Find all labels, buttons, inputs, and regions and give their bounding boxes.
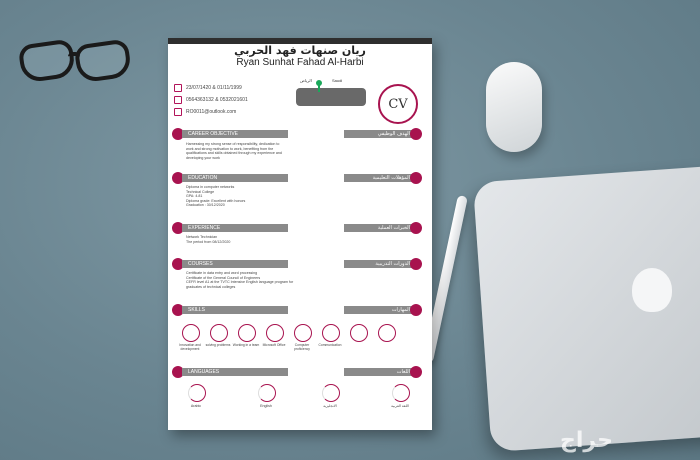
country-arabic: الرياض [300, 78, 312, 83]
languages-icon-ar [410, 366, 422, 378]
email-icon [174, 108, 182, 116]
education-line: Graduation : 30/12/2020 [186, 203, 225, 207]
skill-label: Microsoft Office [262, 343, 286, 347]
watermark: حراج [560, 428, 613, 453]
laptop [473, 166, 700, 452]
experience-heading: EXPERIENCE [182, 224, 288, 232]
problem-solving-icon [210, 324, 228, 342]
education-line: Diploma in computer networks [186, 185, 235, 189]
contact-row: 0564363132 & 0532021601 [174, 94, 284, 106]
language-level-ring [258, 384, 276, 402]
language-label: اللغة العربية [391, 404, 409, 408]
experience-icon-ar [410, 222, 422, 234]
teamwork-icon [238, 324, 256, 342]
skill-icon [378, 324, 396, 342]
experience-line: Network Technician [186, 235, 218, 239]
phone-icon [174, 96, 182, 104]
skill-label: Communication [318, 343, 342, 347]
office-icon [266, 324, 284, 342]
course-line: Certificate of the General Council of Engineers [186, 275, 261, 280]
cv-page [168, 38, 432, 430]
career-objective-text: Harnessing my strong sense of responsibility, dedication to work and strong motivation to work, benefiting from the qualifications and skills obtained through my experience and developing your work [186, 142, 282, 160]
courses-icon-ar [410, 258, 422, 270]
language-label: English [260, 404, 272, 408]
right-lens [74, 38, 133, 83]
country-english: Saudi [332, 78, 343, 83]
education-icon-ar [410, 172, 422, 184]
education-line: Technical College [186, 189, 215, 194]
eyeglasses [14, 38, 134, 88]
course-line: Certificate in data entry and word processing [186, 271, 258, 275]
calendar-icon [174, 84, 182, 92]
contact-row: RO0011@outlook.com [174, 106, 284, 118]
education-heading: EDUCATION [182, 174, 288, 182]
world-map [296, 88, 366, 106]
experience-list [186, 235, 286, 244]
computer-icon [294, 324, 312, 342]
skills-heading-ar: المهارات [344, 306, 416, 314]
skill-label: Working in a team [232, 343, 260, 347]
left-lens [18, 38, 77, 83]
language-label: الانجليزية [323, 404, 337, 408]
communication-icon [322, 324, 340, 342]
career-objective-heading-ar: الهدف الوظيفي [344, 130, 416, 138]
innovation-icon [182, 324, 200, 342]
skills-icon-ar [410, 304, 422, 316]
contact-row: 23/07/1420 & 01/11/1999 [174, 82, 284, 94]
language-level-ring [322, 384, 340, 402]
name-arabic: ريان صنهات فهد الحربي [234, 44, 366, 57]
language-label: Arabic [190, 404, 202, 408]
education-list [186, 185, 286, 208]
name-english: Ryan Sunhat Fahad Al-Harbi [236, 57, 364, 68]
map-pin-icon [316, 80, 322, 86]
skill-label: solving problems [205, 343, 231, 347]
career-icon-ar [410, 128, 422, 140]
experience-heading-ar: الخبرات العملية [344, 224, 416, 232]
courses-list [186, 271, 296, 289]
language-level-ring [188, 384, 206, 402]
apple-logo-icon [632, 268, 672, 312]
language-level-ring [392, 384, 410, 402]
courses-heading-ar: الدورات التدريبية [344, 260, 416, 268]
course-line: CEFR level A1 at the TVTC Intensive English language program for graduates of technical colleges [186, 280, 294, 289]
skill-label: Innovation and development [179, 343, 201, 351]
languages-heading-ar: اللغات [344, 368, 416, 376]
skill-label: Computer proficiency [294, 343, 310, 351]
skills-heading: SKILLS [182, 306, 288, 314]
experience-line: The period from 08/12/2020 [186, 239, 231, 244]
contact-list [174, 82, 284, 118]
skill-icon [350, 324, 368, 342]
computer-mouse [486, 62, 542, 152]
courses-heading: COURSES [182, 260, 288, 268]
education-line: Diploma grade: Excellent with honors [186, 198, 246, 203]
career-objective-heading: CAREER OBJECTIVE [182, 130, 288, 138]
cv-badge: CV [378, 84, 418, 124]
education-heading-ar: المؤهلات التعليمية [344, 174, 416, 182]
languages-heading: LANGUAGES [182, 368, 288, 376]
education-line: GPA: 4.81 [186, 194, 203, 198]
